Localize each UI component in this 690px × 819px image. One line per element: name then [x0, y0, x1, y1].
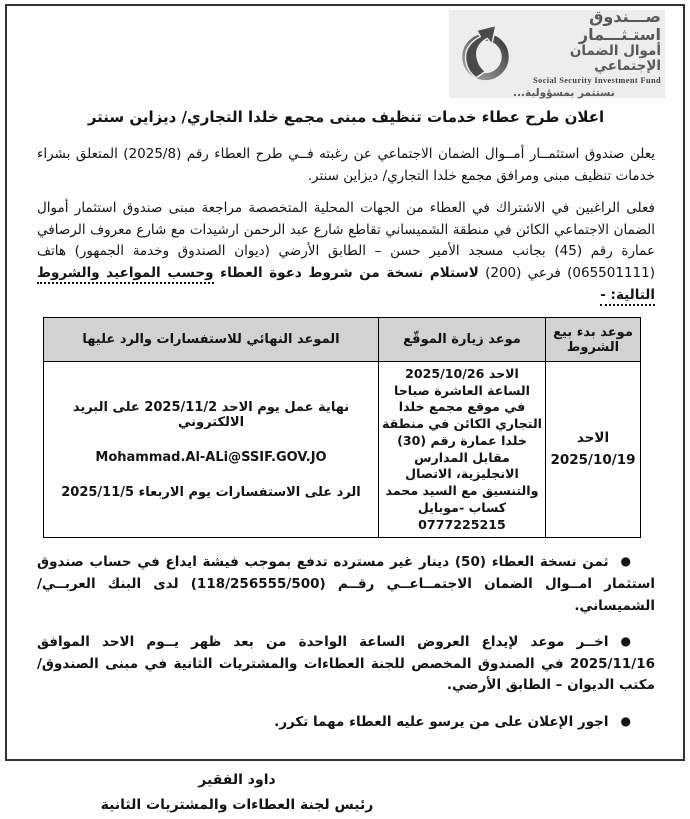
- cell-start-sale: [546, 362, 641, 538]
- bullet-text-deadline: اخــر موعد لإيداع العروض الساعة الواحدة من بعد ظهر يــوم الاحد الموافق 2025/11/16 في الصندوق المخصص للجنة العطاءات والمشتريات الثانية في مبنى الصندوق/ مكتب الديوان – الطابق الأرضي.: [37, 634, 655, 694]
- tender-schedule-table: [43, 317, 641, 538]
- brand-name-arabic-line2: أموال الضمان الإجتماعي: [569, 42, 661, 74]
- list-item: [37, 712, 655, 734]
- signature-title: رئيس لجنة العطاءات والمشتريات الثانية: [100, 797, 374, 814]
- circular-arrow-logo-icon: [453, 22, 511, 86]
- table-header-row: [44, 318, 641, 362]
- cell-inquiries: [44, 362, 379, 538]
- list-item: [37, 632, 655, 697]
- brand-name-english: Social Security Investment Fund: [533, 76, 661, 85]
- brand-text-block: [513, 8, 661, 100]
- start-sale-day: الاحد: [576, 430, 610, 447]
- page-title: اعلان طرح عطاء خدمات تنظيف مبنى مجمع خلدا التجاري/ ديزاين سنتر: [87, 108, 605, 126]
- brand-name-arabic-line1: صـــندوق استـثـــمار: [578, 6, 661, 44]
- signature-block: [37, 768, 437, 819]
- brand-slogan: نستثمر بمسؤولية...: [513, 87, 615, 100]
- header-inquiries-deadline: الموعد النهائي للاستفسارات والرد عليها: [44, 318, 379, 362]
- inquiries-email: Mohammad.Al-ALi@SSIF.GOV.JO: [95, 449, 327, 465]
- brand-header: [449, 6, 665, 100]
- bullet-icon: ●: [620, 713, 631, 728]
- body-paragraph-underlined: وحسب المواعيد والشروط التالية: -: [37, 265, 655, 306]
- signature-name: داود الفقير: [198, 771, 276, 788]
- bullet-icon: ●: [620, 554, 632, 569]
- body-paragraph-regular: فعلى الراغبين في الاشتراك في العطاء من الجهات المحلية المتخصصة مراجعة مبنى صندوق استثمار أموال الضمان الاجتماعي الكائن في منطقة الشميساني تقاطع شارع عبد الرحمن ارشيدات مع شارع معروف الرصافي عمارة رقم (45) بجانب مسجد الأمير حسن – الطابق الأرضي (ديوان الصندوق وخدمة الجمهور) هاتف (065501111) فرعي (200): [37, 199, 655, 282]
- intro-paragraph: يعلن صندوق استثمــار أمــوال الضمان الاجتماعي عن رغبته فــي طرح العطاء رقم (2025/8) المتعلق بشراء خدمات تنظيف مبنى ومرافق مجمع خلدا التجاري/ ديزاين سنتر.: [37, 146, 655, 184]
- list-item: [37, 552, 655, 617]
- bullet-text-ad-fees: اجور الإعلان على من يرسو عليه العطاء مهما تكرر.: [274, 713, 609, 730]
- table-data-row: [44, 362, 641, 538]
- header-site-visit: موعد زيارة الموقّع: [379, 318, 546, 362]
- body-paragraph: [37, 198, 655, 307]
- inquiries-deadline-line: نهاية عمل يوم الاحد 2025/11/2 على البريد الالكتروني: [72, 399, 350, 430]
- page-border-frame: [5, 4, 685, 814]
- cell-site-visit: الاحد 2025/10/26 الساعة العاشرة صباحا في موقع مجمع خلدا التجاري الكائن في منطقة خلدا عمارة رقم (30) مقابل المدارس الانجليزية، الاتصال والتنسيق مع السيد محمد كساب -موبايل 0777225215: [379, 362, 546, 538]
- header-start-sale: موعد بدء بيع الشروط: [546, 318, 641, 362]
- conditions-list: [37, 552, 655, 733]
- inquiries-reply-line: الرد على الاستفسارات يوم الاربعاء 2025/11/5: [61, 484, 361, 500]
- body-paragraph-bold: لاستلام نسخة من شروط دعوة العطاء: [213, 265, 479, 282]
- bullet-text-fee: ثمن نسخة العطاء (50) دينار غير مسترده تدفع بموجب فيشة ايداع في حساب صندوق استثمار امــوال الضمان الاجتمــاعــي رقــم (118/256555/500) لدى البنك العربــي/ الشميساني.: [37, 554, 655, 614]
- start-sale-date: 2025/10/19: [550, 451, 636, 468]
- bullet-icon: ●: [620, 634, 631, 649]
